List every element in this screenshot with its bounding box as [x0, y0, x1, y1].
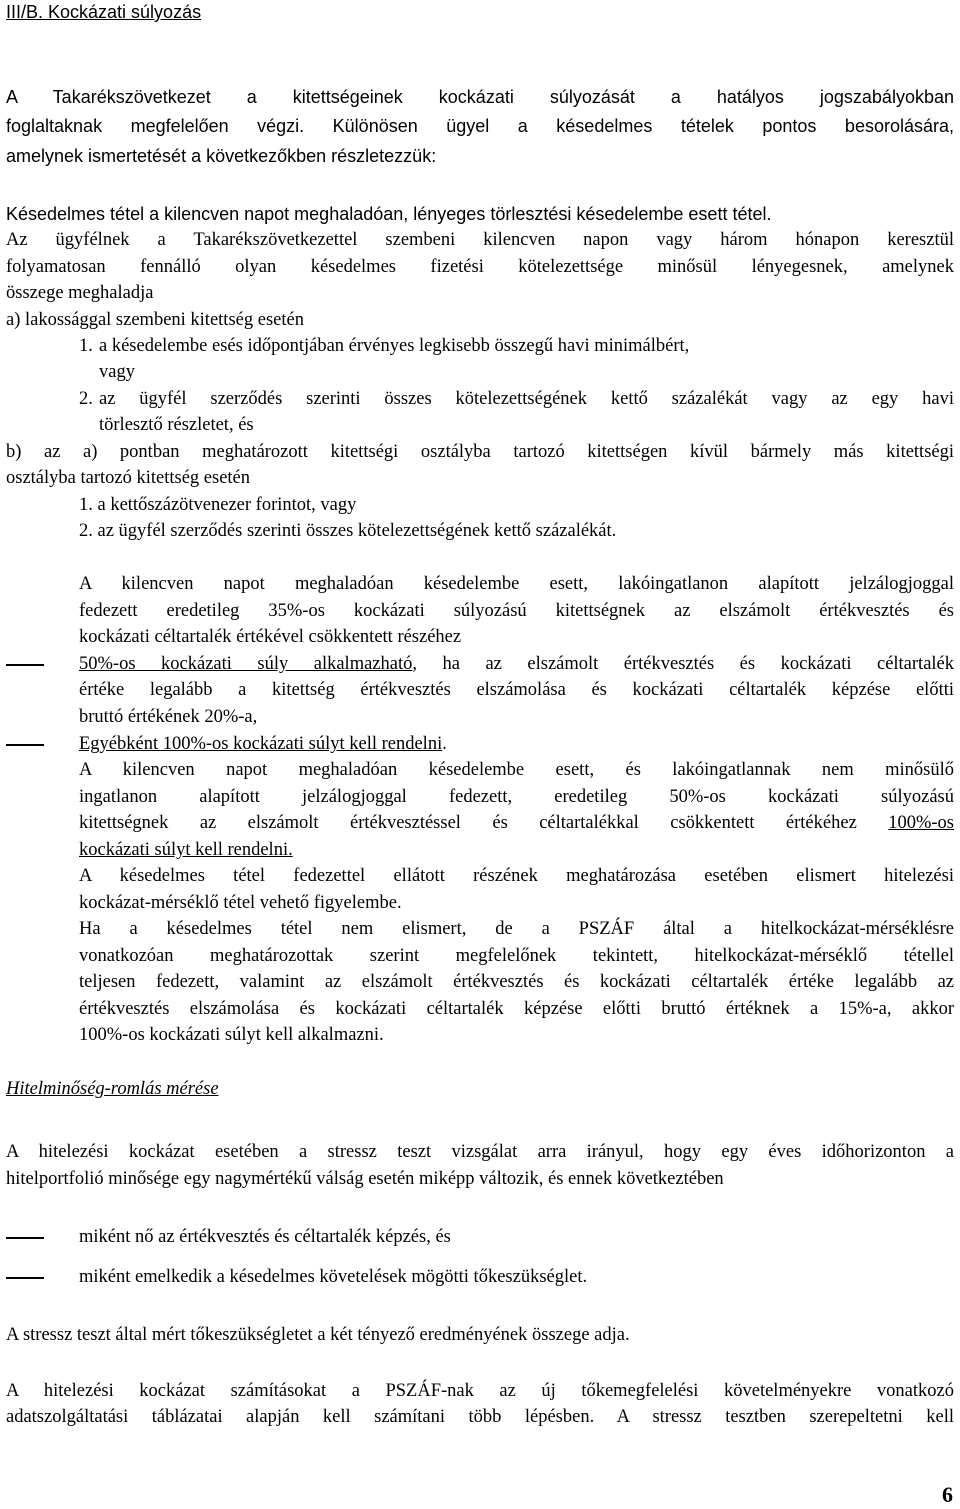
list-item-2: miként emelkedik a késedelmes követelések mögötti tőkeszükséglet.: [79, 1267, 588, 1287]
p4-line-3-underlined: 100%-os: [888, 813, 954, 833]
p3-line-2: fedezett eredetileg 35%-os kockázati súlyozású kitettségnek az elszámolt értékvesztés és: [79, 601, 954, 621]
p7-line-2: hitelportfolió minősége egy nagymértékű válság esetén miképp változik, és ennek következtében: [6, 1169, 724, 1189]
p4-line-1: A kilencven napot meghaladóan késedelembe esett, és lakóingatlannak nem minősülő: [79, 760, 954, 780]
a-item-2-num: 2.: [79, 389, 93, 409]
p7-line-1: A hitelezési kockázat esetében a stressz teszt vizsgálat arra irányul, hogy egy éves időhorizonton a: [6, 1142, 954, 1162]
section-heading: III/B. Kockázati súlyozás: [6, 2, 202, 22]
subheading: Hitelminőség-romlás mérése: [6, 1079, 219, 1099]
p8-line: A stressz teszt által mért tőkeszükségletet a két tényező eredményének összege adja.: [6, 1325, 630, 1345]
p3-line-3: kockázati céltartalék értékével csökkentett részéhez: [79, 627, 462, 647]
b-item-1: 1. a kettőszázötvenezer forintot, vagy: [79, 495, 357, 515]
p6-line-4: értékvesztés elszámolása és kockázati céltartalék képzése előtti bruttó értéknek a 15%-a, akkor: [79, 999, 954, 1019]
p5-line-2: kockázat-mérséklő tétel vehető figyelembe.: [79, 893, 402, 913]
b-item-2: 2. az ügyfél szerződés szerinti összes kötelezettségének kettő százalékát.: [79, 521, 617, 541]
bullet-1-line-2: értéke legalább a kitettség értékvesztés elszámolása és kockázati céltartalék képzése előtti: [79, 680, 954, 700]
page-number: 6: [942, 1482, 953, 1507]
dash-list-item-2: [6, 1277, 44, 1279]
p6-line-3: teljesen fedezett, valamint az elszámolt értékvesztés és kockázati céltartalék értéke legalább az: [79, 972, 954, 992]
a-point-line: a) lakossággal szembeni kitettség esetén: [6, 310, 304, 330]
definition-line: Késedelmes tétel a kilencven napot meghaladóan, lényeges törlesztési késedelembe esett tétel.: [6, 204, 772, 224]
p6-line-2: vonatkozóan meghatározottak szerint megfelelőnek tekintett, hitelkockázat-mérséklő tétellel: [79, 946, 954, 966]
p3-line-1: A kilencven napot meghaladóan késedelembe esett, lakóingatlanon alapított jelzálogjoggal: [79, 574, 954, 594]
p4-line-4: kockázati súlyt kell rendelni.: [79, 840, 293, 860]
dash-bullet-2: [6, 744, 44, 746]
p6-line-1: Ha a késedelmes tétel nem elismert, de a PSZÁF által a hitelkockázat-mérséklésre: [79, 919, 954, 939]
intro-line-1: A Takarékszövetkezet a kitettségeinek kockázati súlyozását a hatályos jogszabályokban: [6, 87, 954, 107]
p2-line-3: összege meghaladja: [6, 283, 154, 303]
p6-line-5: 100%-os kockázati súlyt kell alkalmazni.: [79, 1025, 384, 1045]
a-item-2-line-1: az ügyfél szerződés szerinti összes kötelezettségének kettő százalékát vagy az egy havi: [99, 389, 954, 409]
bullet-1-line-3: bruttó értékének 20%-a,: [79, 707, 258, 727]
p2-line-1: Az ügyfélnek a Takarékszövetkezettel szembeni kilencven napon vagy három hónapon keresztül: [6, 230, 954, 250]
p2-line-2: folyamatosan fennálló olyan késedelmes fizetési kötelezettsége minősül lényegesnek, amelynek: [6, 257, 954, 277]
bullet-2-line: [79, 733, 447, 755]
p9-line-1: A hitelezési kockázat számításokat a PSZÁF-nak az új tőkemegfelelési követelményekre vonatkozó: [6, 1381, 954, 1401]
p4-line-3-start: kitettségnek az elszámolt értékvesztéssel és céltartalékkal csökkentett értékéhez: [79, 813, 889, 833]
bullet-2-rest: .: [442, 734, 447, 754]
a-item-1-line-1: a késedelembe esés időpontjában érvényes legkisebb összegű havi minimálbért,: [99, 336, 690, 356]
intro-line-3: amelynek ismertetését a következőkben részletezzük:: [6, 146, 437, 166]
dash-list-item-1: [6, 1237, 44, 1239]
dash-bullet-1: [6, 664, 44, 666]
p4-line-2: ingatlanon alapított jelzálogjoggal fedezett, eredetileg 50%-os kockázati súlyozású: [79, 787, 954, 807]
a-item-1-line-2: vagy: [99, 362, 135, 382]
p9-line-2: adatszolgáltatási táblázatai alapján kell számítani több lépésben. A stressz tesztben szerepeltetni kell: [6, 1407, 954, 1427]
list-item-1: miként nő az értékvesztés és céltartalék képzés, és: [79, 1227, 451, 1247]
a-item-2-line-2: törlesztő részletet, és: [99, 415, 254, 435]
b-point-line-2: osztályba tartozó kitettség esetén: [6, 468, 251, 488]
intro-line-2: foglaltaknak megfelelően végzi. Különösen ügyel a késedelmes tételek pontos besorolására,: [6, 116, 954, 136]
bullet-1-rest: , ha az elszámolt értékvesztés és kockázati céltartalék: [412, 654, 955, 674]
b-point-line-1: b) az a) pontban meghatározott kitettségi osztályba tartozó kitettségen kívül bármely más kitettségi: [6, 442, 954, 462]
bullet-1-underlined: 50%-os kockázati súly alkalmazható: [79, 654, 413, 674]
bullet-1-line-1: [79, 653, 954, 675]
bullet-2-underlined: Egyébként 100%-os kockázati súlyt kell rendelni: [79, 734, 443, 754]
p5-line-1: A késedelmes tétel fedezettel ellátott részének meghatározása esetében elismert hitelezési: [79, 866, 954, 886]
p4-line-3: [79, 812, 954, 834]
a-item-1-num: 1.: [79, 336, 93, 356]
